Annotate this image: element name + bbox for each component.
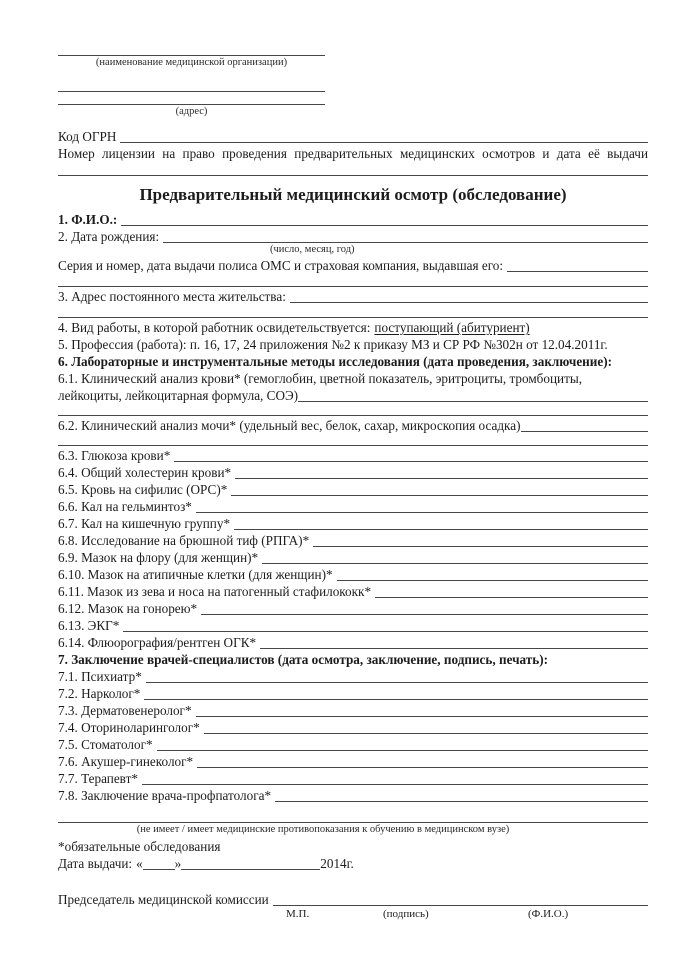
- doctor-item-blank: [196, 701, 648, 717]
- doctor-item-label: 7.2. Нарколог*: [58, 686, 141, 701]
- address-blank-2: [58, 304, 648, 318]
- lab-section-heading: 6. Лабораторные и инструментальные методы исследования (дата проведения, заключение):: [58, 354, 613, 369]
- mandatory-note-row: [58, 837, 648, 854]
- oms-blank: [507, 256, 648, 272]
- issue-year: 2014г.: [320, 856, 354, 871]
- lab-item-6-2-blank: [521, 416, 648, 432]
- lab-item-blank: [313, 531, 648, 547]
- close-quote: »: [174, 856, 182, 871]
- doctor-item-blank: [157, 735, 648, 751]
- doctor-item-blank: [144, 684, 648, 700]
- doctor-item-blank: [204, 718, 648, 734]
- lab-item-blank: [231, 480, 648, 496]
- lab-item-row: [58, 514, 648, 531]
- oms-row: [58, 256, 648, 273]
- fio-caption: (Ф.И.О.): [528, 908, 569, 920]
- lab-item-row: [58, 548, 648, 565]
- doctor-item-blank: [146, 667, 648, 683]
- lab-item-label: 6.8. Исследование на брюшной тиф (РПГА)*: [58, 533, 310, 548]
- profession-text: 5. Профессия (работа): п. 16, 17, 24 приложения №2 к приказу МЗ и СР РФ №302н от 12.04.2011г.: [58, 337, 608, 352]
- doctor-item-row: [58, 667, 648, 684]
- org-address-blank: [58, 92, 325, 105]
- chairman-label: Председатель медицинской комиссии: [58, 892, 269, 907]
- doctor-item-row: [58, 752, 648, 769]
- lab-item-row: [58, 531, 648, 548]
- birthdate-blank: [163, 227, 648, 243]
- lab-item-6-2-text: 6.2. Клинический анализ мочи* (удельный вес, белок, сахар, микроскопия осадка): [58, 418, 521, 433]
- lab-item-blank: [337, 565, 648, 581]
- org-address-caption: (адрес): [175, 106, 208, 117]
- lab-item-blank: [201, 599, 648, 615]
- birthdate-caption: (число, месяц, год): [270, 244, 355, 255]
- chairman-row: [58, 889, 648, 907]
- lab-item-label: 6.13. ЭКГ*: [58, 618, 120, 633]
- address-blank: [290, 287, 648, 303]
- stamp-caption: М.П.: [286, 908, 310, 920]
- issue-month-blank: [181, 854, 320, 870]
- doctor-item-label: 7.3. Дерматовенеролог*: [58, 703, 192, 718]
- oms-label: Серия и номер, дата выдачи полиса ОМС и страховая компания, выдавшая его:: [58, 258, 504, 273]
- doctor-item-row: [58, 718, 648, 735]
- work-type-label: 4. Вид работы, в которой работник освидетельствуется:: [58, 320, 371, 335]
- lab-item-row: [58, 565, 648, 582]
- lab-item-row: [58, 599, 648, 616]
- org-name-blank: [58, 46, 325, 56]
- lab-item-6-1-blank-2: [58, 403, 648, 416]
- lab-item-blank: [174, 446, 648, 462]
- lab-item-blank: [235, 463, 648, 479]
- spacer: [58, 871, 648, 889]
- doctor-item-label: 7.7. Терапевт*: [58, 771, 138, 786]
- lab-item-label: 6.3. Глюкоза крови*: [58, 448, 171, 463]
- ogrn-row: [58, 119, 648, 144]
- lab-item-6-1-text-2: лейкоциты, лейкоцитарная формула, СОЭ): [58, 388, 299, 403]
- org-name-caption: (наименование медицинской организации): [95, 57, 288, 68]
- issue-date-row: [58, 854, 648, 871]
- work-type-row: [58, 318, 648, 335]
- lab-item-row: [58, 633, 648, 650]
- lab-item-label: 6.9. Мазок на флору (для женщин)*: [58, 550, 259, 565]
- doctor-item-row: [58, 735, 648, 752]
- fio-row: [58, 209, 648, 227]
- lab-item-blank: [196, 497, 648, 513]
- lab-item-blank: [123, 616, 648, 632]
- lab-item-6-1-blank: [298, 386, 648, 402]
- ogrn-blank: [120, 119, 648, 143]
- lab-item-row: [58, 446, 648, 463]
- mandatory-note: *обязательные обследования: [58, 839, 221, 854]
- lab-item-label: 6.12. Мазок на гонорею*: [58, 601, 198, 616]
- doctor-item-row: [58, 684, 648, 701]
- signature-caption: (подпись): [383, 908, 429, 920]
- lab-item-6-2-row: [58, 416, 648, 433]
- lab-item-label: 6.6. Кал на гельминтоз*: [58, 499, 192, 514]
- lab-item-6-1-line2: [58, 386, 648, 403]
- lab-item-row: [58, 616, 648, 633]
- lab-item-label: 6.7. Кал на кишечную группу*: [58, 516, 231, 531]
- lab-item-6-1-text-1: 6.1. Клинический анализ крови* (гемоглобин, цветной показатель, эритроциты, тромбоциты,: [58, 371, 583, 386]
- doctors-section-heading-row: [58, 650, 648, 667]
- conclusion-blank: [58, 809, 648, 823]
- doctor-item-row: [58, 769, 648, 786]
- address-row: [58, 287, 648, 304]
- birthdate-label: 2. Дата рождения:: [58, 229, 160, 244]
- fio-label: 1. Ф.И.О.:: [58, 212, 118, 227]
- doctor-item-label: 7.4. Оториноларинголог*: [58, 720, 200, 735]
- lab-item-label: 6.4. Общий холестерин крови*: [58, 465, 232, 480]
- doctor-item-label: 7.1. Психиатр*: [58, 669, 142, 684]
- lab-item-row: [58, 480, 648, 497]
- license-text: Номер лицензии на право проведения предварительных медицинских осмотров и дата её выдачи: [58, 146, 648, 161]
- signature-captions-row: [58, 907, 648, 923]
- lab-item-blank: [234, 514, 648, 530]
- issue-date-label: Дата выдачи:: [58, 856, 133, 871]
- doctor-item-blank: [275, 786, 648, 802]
- org-name-blank-2: [58, 70, 325, 92]
- lab-item-label: 6.10. Мазок на атипичные клетки (для женщин)*: [58, 567, 333, 582]
- lab-item-row: [58, 463, 648, 480]
- lab-item-blank: [262, 548, 648, 564]
- license-blank: [58, 163, 648, 176]
- doctor-item-label: 7.5. Стоматолог*: [58, 737, 153, 752]
- ogrn-label: Код ОГРН: [58, 129, 117, 144]
- doctors-section-heading: 7. Заключение врачей-специалистов (дата осмотра, заключение, подпись, печать):: [58, 652, 549, 667]
- work-type-value: поступающий (абитуриент): [374, 320, 530, 335]
- doctor-item-row: [58, 701, 648, 718]
- doctor-item-row: [58, 786, 648, 803]
- birthdate-row: [58, 227, 648, 244]
- lab-item-row: [58, 582, 648, 599]
- page-title: Предварительный медицинский осмотр (обследование): [139, 185, 567, 204]
- issue-day-blank: [143, 854, 175, 870]
- lab-item-6-1-line1: [58, 369, 648, 386]
- fio-blank: [121, 209, 648, 226]
- doctor-item-label: 7.6. Акушер-гинеколог*: [58, 754, 194, 769]
- doctor-item-blank: [142, 769, 648, 785]
- doctor-item-blank: [197, 752, 648, 768]
- profession-row: [58, 335, 648, 352]
- chairman-blank: [273, 889, 648, 906]
- lab-item-blank: [375, 582, 648, 598]
- conclusion-caption: (не имеет / имеет медицинские противопоказания к обучению в медицинском вузе): [136, 824, 510, 835]
- lab-item-blank: [260, 633, 648, 649]
- lab-item-label: 6.11. Мазок из зева и носа на патогенный стафилококк*: [58, 584, 372, 599]
- address-label: 3. Адрес постоянного места жительства:: [58, 289, 286, 304]
- lab-item-label: 6.5. Кровь на сифилис (ОРС)*: [58, 482, 228, 497]
- lab-section-heading-row: [58, 352, 648, 369]
- oms-blank-2: [58, 273, 648, 287]
- open-quote: «: [136, 856, 143, 871]
- lab-item-row: [58, 497, 648, 514]
- doctor-item-label: 7.8. Заключение врача-профпатолога*: [58, 788, 272, 803]
- lab-item-label: 6.14. Флюорография/рентген ОГК*: [58, 635, 257, 650]
- lab-item-6-2-blank-2: [58, 433, 648, 446]
